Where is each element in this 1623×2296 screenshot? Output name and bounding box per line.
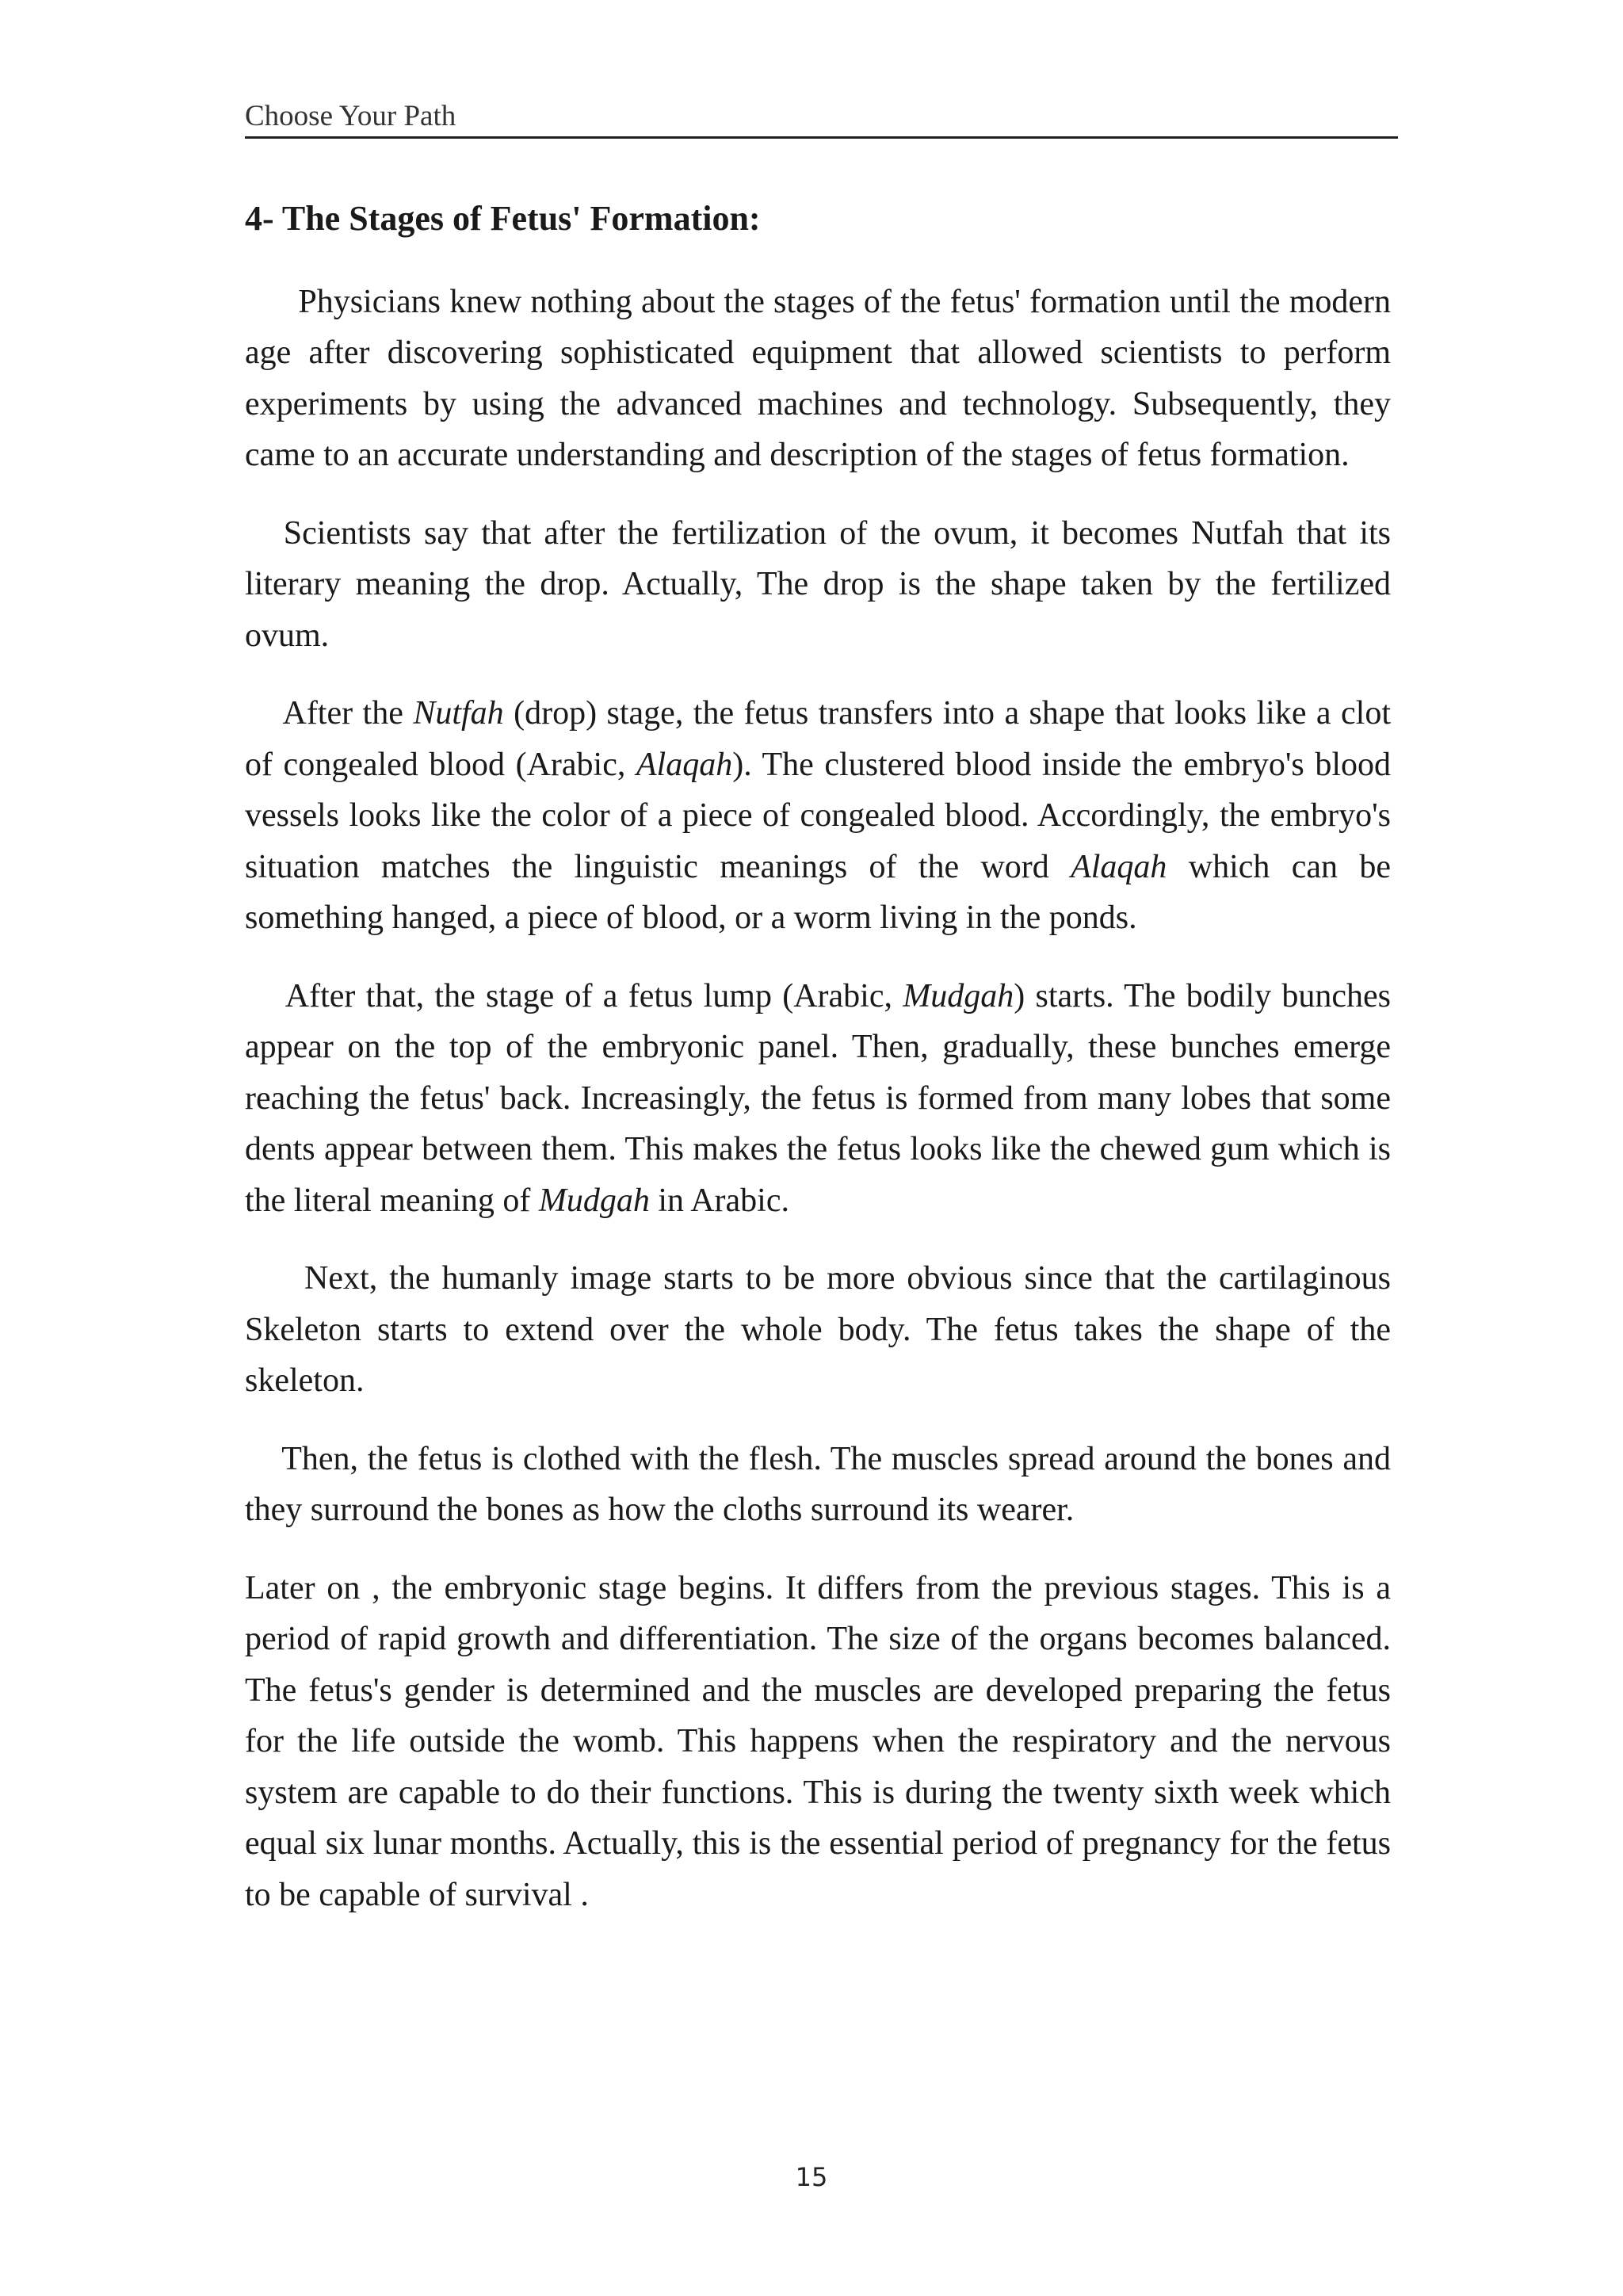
term-mudgah: Mudgah bbox=[538, 1182, 650, 1219]
term-nutfah: Nutfah bbox=[413, 695, 504, 732]
paragraph: After the Nutfah (drop) stage, the fetus transfers into a shape that looks like a clot of congealed blood (Arabic, Alaqah). The clustered blood inside the embryo's blood vessels looks like the color of a piece of congealed blood. Accordingly, the embryo's situation matches the linguistic meanings of the word Alaqah which can be something hanged, a piece of blood, or a worm living in the ponds. bbox=[245, 695, 1391, 937]
paragraph: After that, the stage of a fetus lump (Arabic, Mudgah) starts. The bodily bunches appear on the top of the embryonic panel. Then, gradually, these bunches emerge reaching the fetus' back. Increasingly, the fetus is formed from many lobes that some dents appear between them. This makes the fetus looks like the chewed gum which is the literal meaning of Mudgah in Arabic. bbox=[245, 977, 1391, 1219]
term-mudgah: Mudgah bbox=[903, 977, 1014, 1014]
running-header bbox=[245, 95, 1398, 139]
page-number: 15 bbox=[795, 2162, 828, 2192]
paragraph: Later on , the embryonic stage begins. It differs from the previous stages. This is a period of rapid growth and differentiation. The size of the organs becomes balanced. The fetus's gender is determined and the muscles are developed preparing the fetus for the life outside the womb. This happens when the respiratory and the nervous system are capable to do their functions. This is during the twenty sixth week which equal six lunar months. Actually, this is the essential period of pregnancy for the fetus to be capable of survival . bbox=[245, 1569, 1391, 1913]
running-header-title: Choose Your Path bbox=[245, 100, 456, 132]
paragraph: Scientists say that after the fertilization of the ovum, it becomes Nutfah that its literary meaning the drop. Actually, The drop is the shape taken by the fertilized ovum. bbox=[245, 514, 1392, 654]
section-title: 4- The Stages of Fetus' Formation: bbox=[245, 199, 761, 238]
term-alaqah: Alaqah bbox=[636, 746, 733, 783]
paragraph: Next, the humanly image starts to be more obvious since that the cartilaginous Skeleton starts to extend over the whole body. The fetus takes the shape of the skeleton. bbox=[245, 1260, 1391, 1400]
page-body bbox=[245, 198, 1391, 1947]
paragraph: Then, the fetus is clothed with the flesh. The muscles spread around the bones and they surround the bones as how the cloths surround its wearer. bbox=[245, 1440, 1391, 1529]
term-alaqah: Alaqah bbox=[1071, 848, 1167, 885]
paragraph: Physicians knew nothing about the stages of the fetus' formation until the modern age after discovering sophisticated equipment that allowed scientists to perform experiments by using the advanced machines and technology. Subsequently, they came to an accurate understanding and description of the stages of fetus formation. bbox=[245, 283, 1392, 474]
